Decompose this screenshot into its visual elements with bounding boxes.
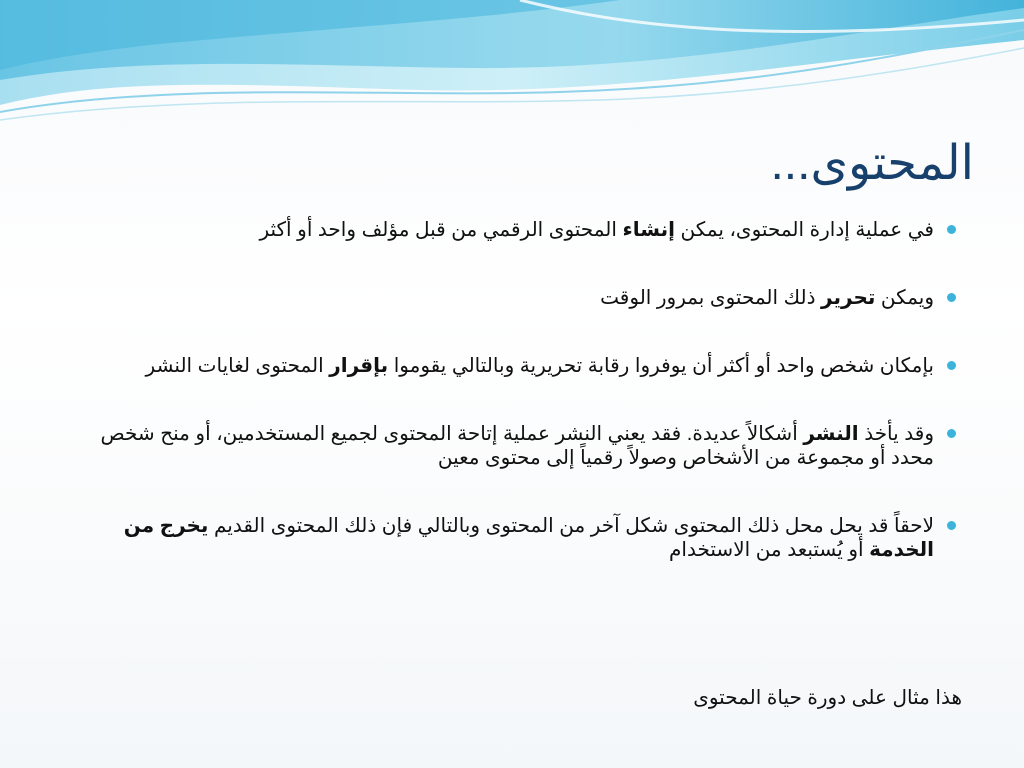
bullet-text: بإمكان شخص واحد أو أكثر أن يوفروا رقابة تحريرية وبالتالي يقوموا (388, 355, 934, 377)
bullet-item (60, 422, 934, 470)
bullet-item (60, 286, 934, 310)
bullet-list (60, 218, 934, 562)
bullet-emphasis: إنشاء (622, 219, 675, 241)
bullet-text: لاحقاً قد يحل محل ذلك المحتوى شكل آخر من المحتوى وبالتالي فإن ذلك المحتوى القديم (208, 515, 934, 537)
bullet-dot-icon (947, 521, 956, 530)
footer-note: هذا مثال على دورة حياة المحتوى (693, 687, 962, 709)
bullet-emphasis: النشر (803, 423, 859, 445)
bullet-dot-icon (947, 361, 956, 370)
bullet-text: ويمكن (875, 287, 934, 309)
bullet-item (60, 354, 934, 378)
bullet-text: أو يُستبعد من الاستخدام (669, 539, 870, 561)
bullet-text: أشكالاً عديدة. فقد يعني النشر عملية إتاحة المحتوى لجميع المستخدمين، أو منح شخص محدد أو مجموعة من الأشخاص وصولاً رقمياً إلى محتوى معين (100, 423, 934, 469)
slide-content (60, 218, 934, 606)
bullet-text: المحتوى لغايات النشر (145, 355, 330, 377)
bullet-text: في عملية إدارة المحتوى، يمكن (674, 219, 934, 241)
bullet-item (60, 218, 934, 242)
bullet-text: ذلك المحتوى بمرور الوقت (600, 287, 822, 309)
bullet-item (60, 514, 934, 562)
slide-title: المحتوى... (770, 137, 974, 190)
bullet-emphasis: تحرير (821, 287, 876, 309)
bullet-text: وقد يأخذ (858, 423, 934, 445)
bullet-text: المحتوى الرقمي من قبل مؤلف واحد أو أكثر (259, 219, 623, 241)
bullet-dot-icon (947, 225, 956, 234)
bullet-emphasis: بإقرار (329, 355, 389, 377)
bullet-dot-icon (947, 429, 956, 438)
bullet-emphasis: يخرج من الخدمة (123, 515, 934, 561)
bullet-dot-icon (947, 293, 956, 302)
decorative-wave-header (0, 0, 1024, 130)
